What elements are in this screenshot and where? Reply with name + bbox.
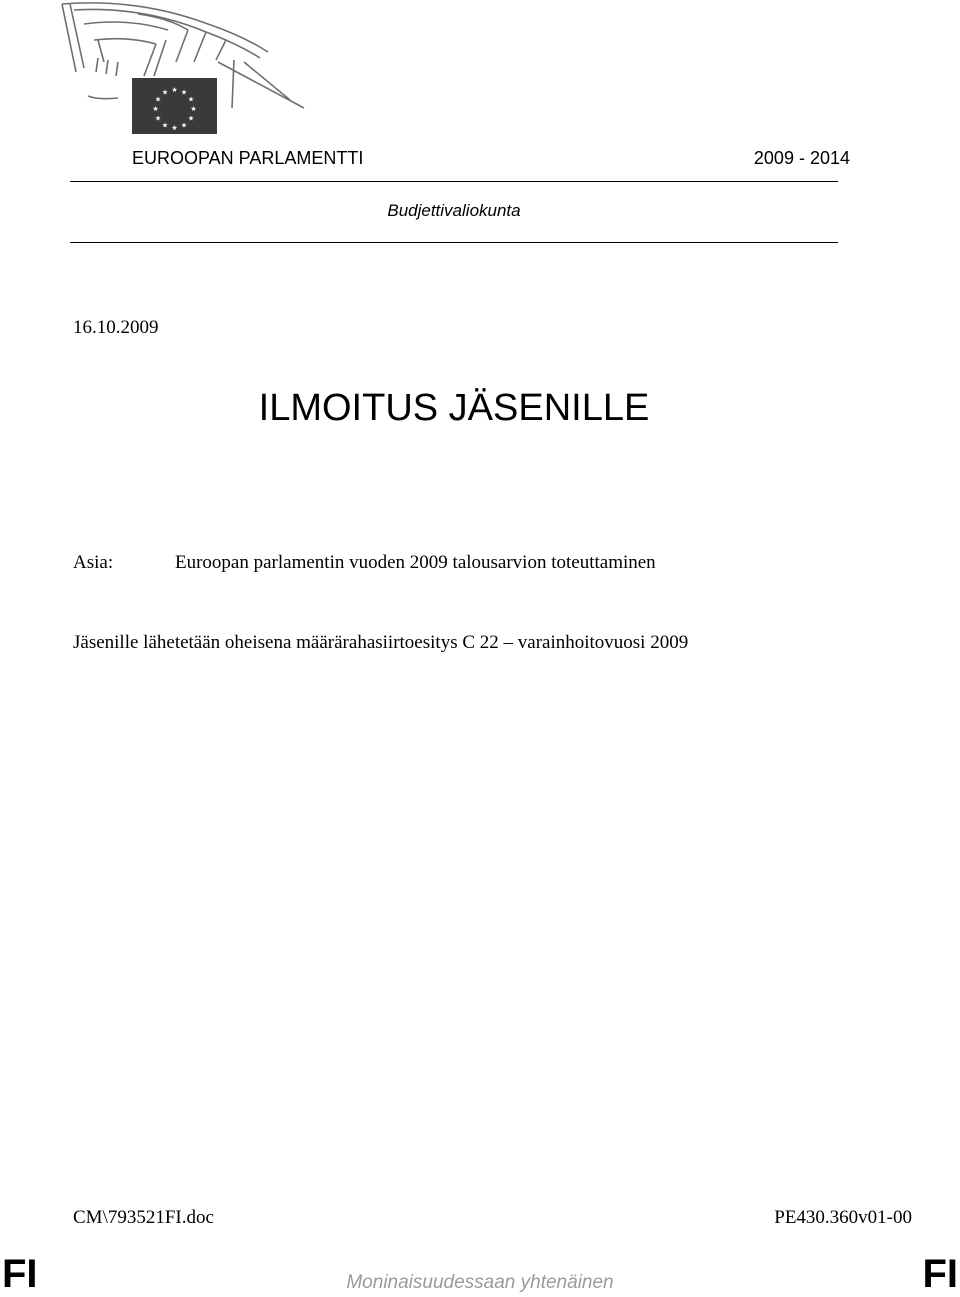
svg-text:★: ★ <box>187 95 195 104</box>
language-code-left: FI <box>2 1252 38 1296</box>
svg-text:★: ★ <box>152 105 159 113</box>
eu-motto: Moninaisuudessaan yhtenäinen <box>346 1272 614 1293</box>
institution-name: EUROOPAN PARLAMENTTI <box>132 148 364 168</box>
committee-name: Budjettivaliokunta <box>387 201 521 220</box>
svg-text:★: ★ <box>171 124 178 132</box>
svg-text:★: ★ <box>154 114 162 123</box>
subject-label: Asia: <box>73 552 114 573</box>
svg-text:★: ★ <box>180 121 188 130</box>
svg-text:★: ★ <box>171 86 178 94</box>
svg-text:★: ★ <box>154 95 162 104</box>
hemicycle-icon <box>58 0 308 138</box>
svg-text:★: ★ <box>190 105 197 113</box>
pe-reference: PE430.360v01-00 <box>774 1207 912 1228</box>
language-code-right: FI <box>922 1252 958 1296</box>
svg-text:★: ★ <box>187 114 195 123</box>
header-divider <box>70 181 838 182</box>
svg-text:★: ★ <box>161 88 169 97</box>
svg-text:★: ★ <box>180 88 188 97</box>
document-date: 16.10.2009 <box>73 317 159 338</box>
subject-value: Euroopan parlamentin vuoden 2009 talousarvion toteuttaminen <box>175 552 656 573</box>
document-title: ILMOITUS JÄSENILLE <box>258 387 650 429</box>
svg-text:★: ★ <box>161 121 169 130</box>
committee-divider <box>70 242 838 243</box>
document-reference: CM\793521FI.doc <box>73 1207 214 1228</box>
european-parliament-logo <box>58 0 308 138</box>
parliamentary-term: 2009 - 2014 <box>753 148 850 168</box>
body-paragraph: Jäsenille lähetetään oheisena määrärahasiirtoesitys C 22 – varainhoitovuosi 2009 <box>73 632 689 653</box>
